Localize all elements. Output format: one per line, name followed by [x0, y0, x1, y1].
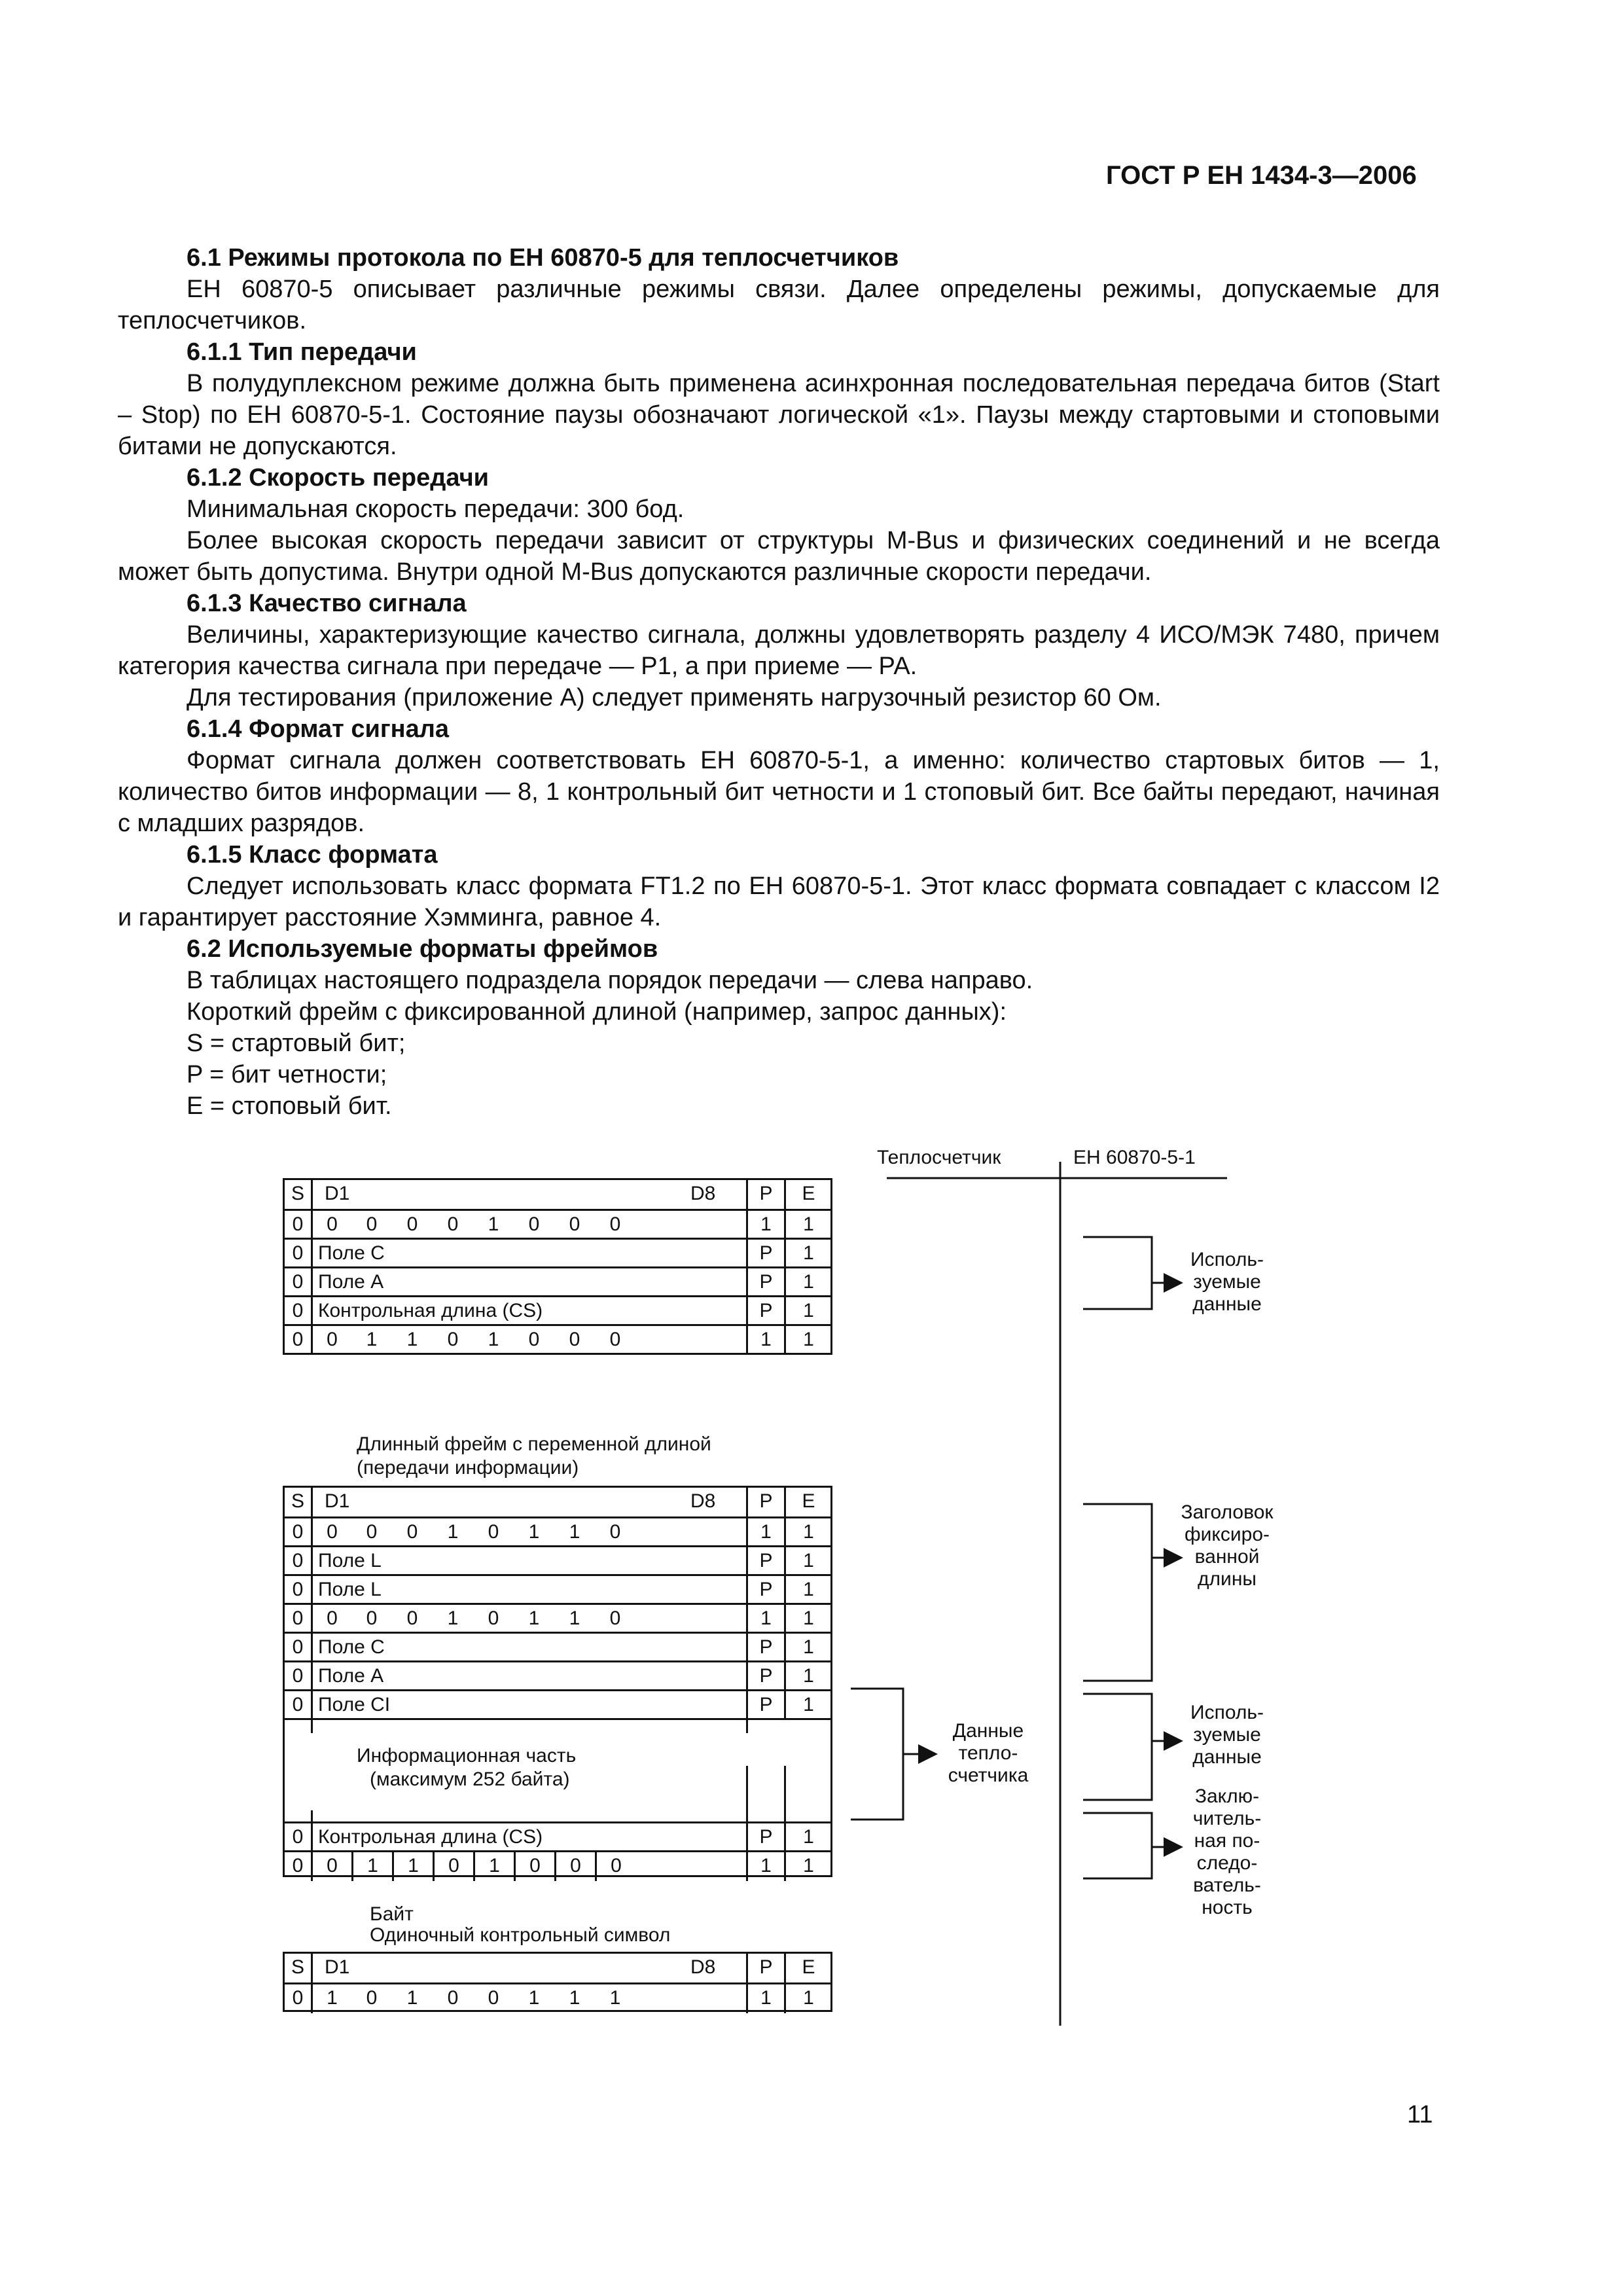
legend-parity-bit: P = бит четности; [187, 1061, 387, 1088]
bit-cell: 1 [488, 1213, 499, 1235]
annotation-line: длины [1198, 1568, 1257, 1590]
annotation-used-data-2 [1181, 1702, 1273, 1768]
stop-cell: 1 [784, 1823, 831, 1852]
bit-cell: 0 [447, 1213, 459, 1235]
section-6-2-paragraph-1: В таблицах настоящего подраздела порядок передачи — слева направо. [187, 967, 1033, 994]
bit-cell: 0 [609, 1607, 621, 1629]
field-label: Поле L [311, 1576, 746, 1605]
bit-cell: 1 [569, 1521, 580, 1543]
bit-cell: 1 [447, 1521, 459, 1543]
bit-cell: 0 [292, 1300, 304, 1321]
header-d1: D1 [311, 1954, 376, 1982]
bit-cell: 0 [488, 1607, 499, 1629]
bit-cell: 0 [406, 1607, 418, 1629]
bit-cell: 0 [292, 1987, 304, 2009]
parity-cell: P [746, 1691, 784, 1720]
stop-cell: 1 [784, 1547, 831, 1576]
bit-cell: 0 [366, 1521, 378, 1543]
annotation-line: следо- [1196, 1852, 1258, 1874]
stop-cell: 1 [784, 1326, 831, 1355]
bit-cell: 0 [447, 1329, 459, 1350]
header-d1: D1 [311, 1180, 376, 1209]
bit-cell: 1 [406, 1987, 418, 2009]
header-s: S [291, 1183, 304, 1204]
annotation-line: счетчика [948, 1765, 1029, 1786]
header-s: S [291, 1490, 304, 1512]
annotation-line: зуемые [1193, 1271, 1261, 1293]
annotation-line: читель- [1192, 1808, 1262, 1829]
annotation-line: Заклю- [1194, 1785, 1260, 1807]
bit-cell: 0 [447, 1987, 459, 2009]
header-e: E [784, 1180, 831, 1209]
parity-cell: 1 [746, 1326, 784, 1355]
bracket-meter-data [851, 1689, 903, 1820]
bit-cell: 1 [311, 1984, 351, 2013]
stop-cell: 1 [784, 1211, 831, 1240]
header-e: E [784, 1488, 831, 1516]
legend-start-bit: S = стартовый бит; [187, 1030, 406, 1057]
section-6-1-4-title: 6.1.4 Формат сигнала [187, 715, 450, 743]
field-label: Контрольная длина (CS) [311, 1297, 746, 1326]
single-control-char-caption: Одиночный контрольный символ [370, 1924, 671, 1946]
bit-cell: 0 [292, 1521, 304, 1543]
bit-cell: 0 [406, 1213, 418, 1235]
field-label: Поле L [311, 1547, 746, 1576]
stop-cell: 1 [784, 1852, 831, 1881]
bit-cell: 1 [447, 1607, 459, 1629]
bit-cell: 0 [292, 1636, 304, 1658]
bit-cell: 0 [311, 1852, 351, 1881]
bit-cell: 1 [473, 1852, 514, 1881]
bit-cell: 0 [292, 1855, 304, 1876]
stop-cell: 1 [784, 1662, 831, 1691]
parity-cell: P [746, 1576, 784, 1605]
stop-cell: 1 [784, 1576, 831, 1605]
section-6-1-3-title: 6.1.3 Качество сигнала [187, 590, 467, 617]
bit-cell: 0 [292, 1694, 304, 1715]
bit-cell: 1 [609, 1987, 621, 2009]
bit-cell: 0 [292, 1213, 304, 1235]
parity-cell: P [746, 1240, 784, 1268]
stop-cell: 1 [784, 1634, 831, 1662]
parity-cell: 1 [746, 1984, 784, 2013]
bit-cell: 0 [292, 1271, 304, 1293]
section-6-1-5-paragraph: Следует использовать класс формата FT1.2 по ЕН 60870-5-1. Этот класс формата совпадает с классом I2 и гарантирует расстояние Хэмминга, равное 4. [118, 872, 1440, 931]
bit-cell: 0 [292, 1329, 304, 1350]
header-d8: D8 [690, 1490, 716, 1512]
stop-cell: 1 [784, 1984, 831, 2013]
bit-cell: 0 [528, 1329, 540, 1350]
annotation-line: тепло- [958, 1742, 1018, 1764]
annotation-line: ватель- [1193, 1874, 1261, 1896]
header-p: P [746, 1180, 784, 1209]
field-label: Контрольная длина (CS) [311, 1823, 746, 1852]
annotation-line: Исполь- [1190, 1702, 1264, 1723]
bracket-used-data-1 [1083, 1237, 1152, 1309]
parity-cell: P [746, 1297, 784, 1326]
bit-cell: 1 [406, 1329, 418, 1350]
legend-stop-bit: E = стоповый бит. [187, 1092, 392, 1120]
annotation-line: ванной [1194, 1546, 1260, 1568]
bit-cell: 0 [554, 1852, 595, 1881]
bit-cell: 1 [528, 1521, 540, 1543]
parity-cell: 1 [746, 1518, 784, 1547]
bit-cell: 0 [366, 1607, 378, 1629]
information-part-label: Информационная часть [357, 1745, 577, 1767]
annotation-line: Заголовок [1181, 1501, 1274, 1523]
parity-cell: 1 [746, 1605, 784, 1634]
annotation-meter-data [936, 1720, 1041, 1787]
byte-caption: Байт [370, 1903, 414, 1925]
bracket-final [1083, 1813, 1152, 1878]
bit-cell: 1 [569, 1607, 580, 1629]
annotation-line: Данные [952, 1720, 1024, 1742]
annotation-line: ность [1202, 1897, 1253, 1918]
stop-cell: 1 [784, 1605, 831, 1634]
annotation-header [1171, 1501, 1283, 1590]
annotation-line: зуемые [1193, 1724, 1261, 1746]
bracket-used-data-2 [1083, 1694, 1152, 1800]
section-6-1-3-paragraph-2: Для тестирования (приложение А) следует применять нагрузочный резистор 60 Ом. [187, 684, 1162, 711]
bit-cell: 0 [488, 1987, 499, 2009]
bit-cell: 0 [311, 1605, 351, 1634]
header-p: P [746, 1488, 784, 1516]
bit-cell: 0 [569, 1213, 580, 1235]
bit-cell: 0 [433, 1852, 473, 1881]
bracket-header [1083, 1504, 1152, 1681]
bit-cell: 0 [609, 1213, 621, 1235]
information-part-sublabel: (максимум 252 байта) [370, 1768, 570, 1790]
bit-cell: 1 [351, 1852, 392, 1881]
parity-cell: P [746, 1547, 784, 1576]
section-6-1-5-title: 6.1.5 Класс формата [187, 841, 438, 869]
bit-cell: 0 [514, 1852, 554, 1881]
page-number: 11 [1407, 2101, 1433, 2128]
header-e: E [784, 1954, 831, 1982]
parity-cell: P [746, 1823, 784, 1852]
field-label: Поле С [311, 1240, 746, 1268]
section-6-1-1-paragraph: В полудуплексном режиме должна быть применена асинхронная последовательная передача битов (Start – Stop) по ЕН 60870-5-1. Состояние паузы обозначают логической «1». Паузы между стартовыми и стоповыми битами не допускаются. [118, 370, 1440, 460]
bit-cell: 1 [366, 1329, 378, 1350]
stop-cell: 1 [784, 1240, 831, 1268]
annotation-used-data-1 [1181, 1249, 1273, 1316]
bit-cell: 1 [528, 1607, 540, 1629]
bit-cell: 0 [292, 1665, 304, 1687]
bit-cell: 0 [292, 1826, 304, 1848]
bit-cell: 0 [366, 1213, 378, 1235]
parity-cell: P [746, 1268, 784, 1297]
bit-cell: 0 [292, 1242, 304, 1264]
bit-cell: 0 [311, 1326, 351, 1355]
annotation-line: данные [1192, 1746, 1262, 1768]
bit-cell: 1 [528, 1987, 540, 2009]
section-6-1-1-title: 6.1.1 Тип передачи [187, 338, 417, 366]
column-label-heat-meter: Теплосчетчик [877, 1147, 1001, 1168]
parity-cell: 1 [746, 1852, 784, 1881]
header-d1: D1 [311, 1488, 376, 1516]
bit-cell: 0 [292, 1579, 304, 1600]
stop-cell: 1 [784, 1518, 831, 1547]
long-frame-caption: Длинный фрейм с переменной длиной [357, 1433, 711, 1455]
section-6-1-4-paragraph: Формат сигнала должен соответствовать ЕН 60870-5-1, а именно: количество стартовых битов — 1, количество битов информации — 8, 1 контрольный бит четности и 1 стоповый бит. Все байты передают, начиная с младших разрядов. [118, 747, 1440, 837]
stop-cell: 1 [784, 1691, 831, 1720]
annotation-line: фиксиро- [1184, 1524, 1270, 1545]
long-frame-caption-sub: (передачи информации) [357, 1457, 579, 1479]
bit-cell: 0 [311, 1518, 351, 1547]
stop-cell: 1 [784, 1297, 831, 1326]
annotation-line: данные [1192, 1293, 1262, 1315]
bit-cell: 0 [528, 1213, 540, 1235]
bit-cell: 0 [311, 1211, 351, 1240]
bit-cell: 0 [569, 1329, 580, 1350]
parity-cell: P [746, 1634, 784, 1662]
header-d8: D8 [690, 1956, 716, 1978]
bit-cell: 0 [292, 1607, 304, 1629]
section-6-2-title: 6.2 Используемые форматы фреймов [187, 935, 658, 963]
column-label-standard: ЕН 60870-5-1 [1073, 1147, 1196, 1168]
bit-cell: 0 [488, 1521, 499, 1543]
field-label: Поле С [311, 1634, 746, 1662]
bit-cell: 0 [609, 1521, 621, 1543]
header-p: P [746, 1954, 784, 1982]
section-6-1-2-paragraph-1: Минимальная скорость передачи: 300 бод. [187, 495, 685, 523]
parity-cell: 1 [746, 1211, 784, 1240]
section-6-1-paragraph: ЕН 60870-5 описывает различные режимы связи. Далее определены режимы, допускаемые для теплосчетчиков. [118, 276, 1440, 334]
field-label: Поле CI [311, 1691, 746, 1720]
stop-cell: 1 [784, 1268, 831, 1297]
header-s: S [291, 1956, 304, 1978]
field-label: Поле А [311, 1662, 746, 1691]
bit-cell: 0 [366, 1987, 378, 2009]
bit-cell: 1 [392, 1852, 433, 1881]
section-6-1-2-paragraph-2: Более высокая скорость передачи зависит от структуры M-Bus и физических соединений и не всегда может быть допустима. Внутри одной M-Bus допускаются различные скорости передачи. [118, 527, 1440, 586]
field-label: Поле А [311, 1268, 746, 1297]
bit-cell: 1 [569, 1987, 580, 2009]
section-6-1-title: 6.1 Режимы протокола по ЕН 60870-5 для теплосчетчиков [187, 244, 899, 272]
bit-cell: 1 [488, 1329, 499, 1350]
section-6-1-3-paragraph-1: Величины, характеризующие качество сигнала, должны удовлетворять разделу 4 ИСО/МЭК 7480, причем категория качества сигнала при передаче — Р1, а при приеме — РА. [118, 621, 1440, 680]
parity-cell: P [746, 1662, 784, 1691]
section-6-1-2-title: 6.1.2 Скорость передачи [187, 464, 489, 492]
annotation-final-sequence [1181, 1785, 1273, 1919]
section-6-2-paragraph-2: Короткий фрейм с фиксированной длиной (например, запрос данных): [187, 998, 1007, 1026]
bit-cell: 0 [292, 1550, 304, 1571]
document-code: ГОСТ Р ЕН 1434-3—2006 [1106, 161, 1417, 190]
bit-cell: 0 [609, 1329, 621, 1350]
annotation-line: Исполь- [1190, 1249, 1264, 1270]
header-d8: D8 [690, 1183, 716, 1204]
bit-cell: 0 [406, 1521, 418, 1543]
bit-cell: 0 [595, 1852, 635, 1881]
annotation-line: ная по- [1194, 1830, 1260, 1852]
